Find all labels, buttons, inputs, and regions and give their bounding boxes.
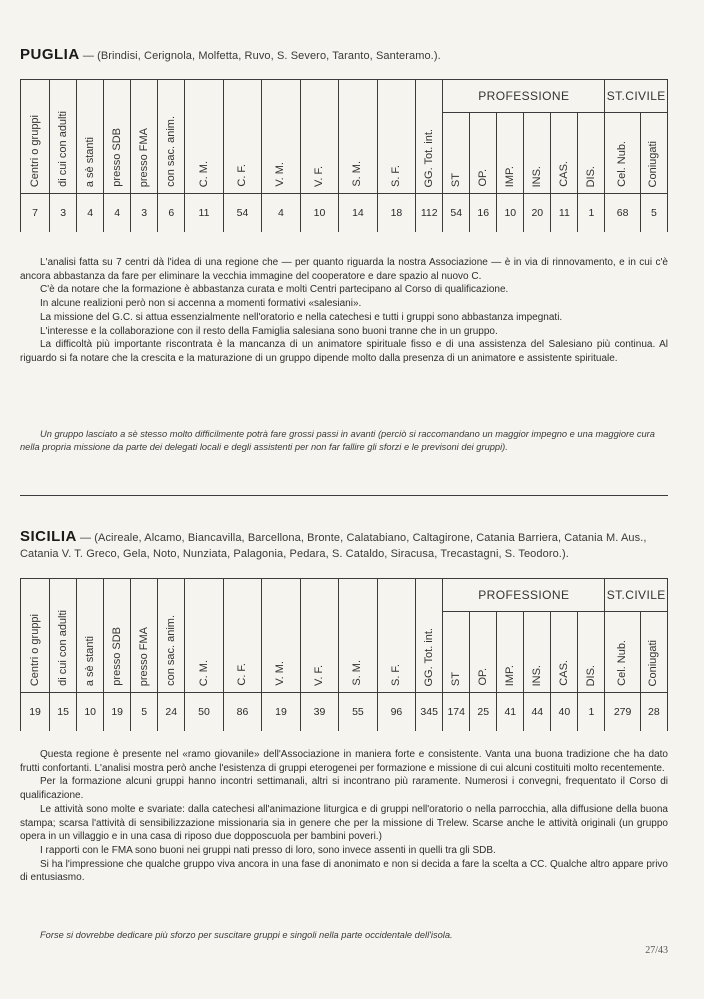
section-divider bbox=[20, 495, 668, 496]
values-row bbox=[21, 693, 668, 732]
header-cell bbox=[77, 579, 104, 693]
value-cell: 279 bbox=[605, 693, 640, 732]
subheader-label: Coniugati bbox=[647, 140, 660, 187]
value-cell: 50 bbox=[185, 693, 223, 732]
group-header-stato-civile: ST.CIVILE bbox=[605, 579, 668, 612]
header-label: S. M. bbox=[351, 660, 364, 686]
subheader-label: OP. bbox=[476, 668, 489, 686]
value-cell: 14 bbox=[339, 194, 377, 233]
value-cell: 5 bbox=[131, 693, 158, 732]
header-row bbox=[21, 80, 668, 113]
value-cell: 11 bbox=[551, 194, 578, 233]
subheader-label: DIS. bbox=[584, 664, 597, 686]
header-label: a sè stanti bbox=[83, 635, 96, 686]
value-cell: 20 bbox=[524, 194, 551, 233]
sicilia-stats-table bbox=[20, 578, 668, 731]
header-label: V. F. bbox=[312, 665, 325, 686]
value-cell: 40 bbox=[551, 693, 578, 732]
subheader-label: CAS. bbox=[557, 660, 570, 686]
header-label: di cui con adulti bbox=[56, 111, 69, 187]
header-label: GG. Tot. int. bbox=[422, 128, 435, 187]
value-cell: 1 bbox=[578, 194, 605, 233]
value-cell: 1 bbox=[578, 693, 605, 732]
paragraph: L'interesse e la collaborazione con il resto della Famiglia salesiana sono buoni tranne che in un gruppo. bbox=[40, 325, 498, 337]
subheader-label: ST bbox=[449, 671, 462, 686]
value-cell: 96 bbox=[377, 693, 415, 732]
header-label: presso SDB bbox=[110, 627, 123, 686]
puglia-stats-table bbox=[20, 79, 668, 232]
paragraph: C'è da notare che la formazione è abbastanza curata e molti Centri partecipano al Corso di qualificazione. bbox=[40, 284, 509, 296]
header-cell bbox=[131, 80, 158, 194]
header-label: di cui con adulti bbox=[56, 610, 69, 686]
value-cell: 3 bbox=[131, 194, 158, 233]
header-cell bbox=[21, 80, 50, 194]
value-cell: 25 bbox=[470, 693, 497, 732]
header-cell bbox=[104, 80, 131, 194]
subheader-label: Cel. Nub. bbox=[616, 141, 629, 187]
header-cell bbox=[377, 579, 415, 693]
region-name: SICILIA bbox=[20, 528, 77, 545]
region-cities: — (Acireale, Alcamo, Biancavilla, Barcellona, Bronte, Calatabiano, Caltagirone, Catania Barriera, Catania M. Aus., Catania V. T. Greco, Gela, Noto, Nunziata, Palagonia, Pedara, S. Cataldo, Siracusa, Trecastagni, S. Teodoro.). bbox=[20, 532, 647, 560]
value-cell: 18 bbox=[377, 194, 415, 233]
header-cell bbox=[158, 579, 185, 693]
header-label: Centri o gruppi bbox=[28, 613, 41, 686]
value-cell: 86 bbox=[223, 693, 261, 732]
paragraph: I rapporti con le FMA sono buoni nei gruppi nati presso di loro, sono invece assenti in quelli tra gli SDB. bbox=[40, 844, 496, 856]
header-label: C. M. bbox=[197, 160, 210, 187]
paragraph: In alcune realizioni però non si accenna a momenti formativi «salesiani». bbox=[40, 298, 362, 310]
value-cell: 19 bbox=[21, 693, 50, 732]
region-title-puglia bbox=[20, 46, 441, 63]
subheader-cell bbox=[497, 612, 524, 693]
subheader-label: INS. bbox=[530, 165, 543, 187]
value-cell: 55 bbox=[339, 693, 377, 732]
header-cell bbox=[339, 80, 377, 194]
paragraph: Si ha l'impressione che qualche gruppo viva ancora in una fase di anonimato e non si decida a fare la scelta a CC. Qualche altro appare privo di entusiasmo. bbox=[20, 858, 668, 884]
paragraph: Questa regione è presente nel «ramo giovanile» dell'Associazione in maniera forte e consistente. Vanta una buona tradizione che ha dato frutti confortanti. L'analisi mostra però anche l'esistenza di gruppi eterogenei per formazione e missione di cui alcuni costituiti molto recentemente. bbox=[20, 749, 668, 774]
header-cell bbox=[262, 80, 300, 194]
value-cell: 39 bbox=[300, 693, 338, 732]
header-label: C. F. bbox=[235, 663, 248, 686]
header-label: GG. Tot. int. bbox=[422, 627, 435, 686]
value-cell: 11 bbox=[185, 194, 223, 233]
header-cell bbox=[377, 80, 415, 194]
group-header-professione: PROFESSIONE bbox=[443, 80, 605, 113]
header-label: con sac. anim. bbox=[164, 615, 177, 686]
header-cell bbox=[223, 579, 261, 693]
subheader-cell bbox=[524, 612, 551, 693]
header-cell bbox=[50, 579, 77, 693]
value-cell: 4 bbox=[262, 194, 300, 233]
paragraph: Le attività sono molte e svariate: dalla catechesi all'animazione liturgica e di gruppi nell'oratorio o nella parrocchia, alla diffusione della buona stampa; scarsa l'attività di sensibilizzazione missionaria sia in genere che per la missione di Trelew. Scarse anche le attività originali (un gruppo opera in un villaggio e in una casa di riposo due dopposcuola per bambini poveri.) bbox=[20, 803, 668, 843]
puglia-analysis-text bbox=[20, 256, 668, 366]
value-cell: 6 bbox=[158, 194, 185, 233]
region-title-sicilia bbox=[20, 529, 668, 562]
value-cell: 41 bbox=[497, 693, 524, 732]
subheader-label: OP. bbox=[476, 169, 489, 187]
group-header-professione: PROFESSIONE bbox=[443, 579, 605, 612]
value-cell: 345 bbox=[416, 693, 443, 732]
paragraph: La missione del G.C. si attua essenzialmente nell'oratorio e nella catechesi e tutti i gruppi sono abbastanza impegnati. bbox=[40, 311, 563, 323]
subheader-cell bbox=[443, 113, 470, 194]
value-cell: 54 bbox=[223, 194, 261, 233]
header-cell bbox=[185, 80, 223, 194]
subheader-cell bbox=[551, 113, 578, 194]
header-label: presso SDB bbox=[110, 128, 123, 187]
value-cell: 19 bbox=[104, 693, 131, 732]
values-row bbox=[21, 194, 668, 233]
value-cell: 112 bbox=[416, 194, 443, 233]
header-label: a sè stanti bbox=[83, 136, 96, 187]
subheader-cell bbox=[578, 113, 605, 194]
region-cities: — (Brindisi, Cerignola, Molfetta, Ruvo, S. Severo, Taranto, Santeramo.). bbox=[82, 50, 441, 62]
header-label: V. M. bbox=[274, 661, 287, 686]
header-cell bbox=[416, 579, 443, 693]
header-label: Centri o gruppi bbox=[28, 114, 41, 187]
subheader-cell bbox=[578, 612, 605, 693]
subheader-label: DIS. bbox=[584, 165, 597, 187]
header-label: C. M. bbox=[197, 659, 210, 686]
paragraph: La difficoltà più importante riscontrata è la mancanza di un animatore spirituale fisso e di una assistenza del Salesiano più continua. Al riguardo si fa notare che la crescita e la maturazione di un gruppo dipende molto dalla presenza di un animatore e assistente spirituale. bbox=[20, 339, 668, 364]
header-cell bbox=[262, 579, 300, 693]
header-cell bbox=[300, 80, 338, 194]
header-label: S. M. bbox=[351, 161, 364, 187]
paragraph: L'analisi fatta su 7 centri dà l'idea di una regione che — per quanto riguarda la nostra Associazione — è in via di rinnovamento, e in cui c'è ancora abbastanza da fare per eliminare la vecchia immagine del cooperatore e dare spazio al nuovo C. bbox=[20, 257, 668, 282]
header-cell bbox=[416, 80, 443, 194]
sicilia-note: Forse si dovrebbe dedicare più sforzo per suscitare gruppi e singoli nella parte occidentale dell'isola. bbox=[40, 930, 453, 940]
header-label: S. F. bbox=[389, 164, 402, 187]
subheader-label: ST bbox=[449, 172, 462, 187]
subheader-cell bbox=[551, 612, 578, 693]
header-cell bbox=[300, 579, 338, 693]
paragraph: Per la formazione alcuni gruppi hanno incontri settimanali, altri si incontrano più raramente. Numerosi i convegni, frequentato il Corso di qualificazione. bbox=[20, 776, 668, 802]
header-label: S. F. bbox=[389, 663, 402, 686]
header-row bbox=[21, 579, 668, 612]
header-label: V. M. bbox=[274, 162, 287, 187]
header-cell bbox=[339, 579, 377, 693]
page-number: 27/43 bbox=[645, 945, 668, 956]
group-header-stato-civile: ST.CIVILE bbox=[605, 80, 668, 113]
header-cell bbox=[21, 579, 50, 693]
value-cell: 24 bbox=[158, 693, 185, 732]
subheader-cell bbox=[470, 113, 497, 194]
subheader-label: IMP. bbox=[503, 664, 516, 686]
header-cell bbox=[158, 80, 185, 194]
subheader-cell bbox=[470, 612, 497, 693]
value-cell: 4 bbox=[104, 194, 131, 233]
subheader-cell bbox=[640, 612, 667, 693]
subheader-label: Cel. Nub. bbox=[616, 640, 629, 686]
header-cell bbox=[185, 579, 223, 693]
value-cell: 28 bbox=[640, 693, 667, 732]
header-label: con sac. anim. bbox=[164, 116, 177, 187]
subheader-label: INS. bbox=[530, 664, 543, 686]
value-cell: 10 bbox=[497, 194, 524, 233]
value-cell: 44 bbox=[524, 693, 551, 732]
sicilia-analysis-text bbox=[20, 748, 668, 885]
subheader-cell bbox=[524, 113, 551, 194]
value-cell: 10 bbox=[77, 693, 104, 732]
subheader-cell bbox=[605, 612, 640, 693]
subheader-cell bbox=[497, 113, 524, 194]
subheader-cell bbox=[443, 612, 470, 693]
header-cell bbox=[223, 80, 261, 194]
value-cell: 5 bbox=[640, 194, 667, 233]
header-label: presso FMA bbox=[137, 127, 150, 187]
header-label: presso FMA bbox=[137, 626, 150, 686]
value-cell: 19 bbox=[262, 693, 300, 732]
value-cell: 68 bbox=[605, 194, 640, 233]
subheader-label: IMP. bbox=[503, 165, 516, 187]
value-cell: 7 bbox=[21, 194, 50, 233]
value-cell: 15 bbox=[50, 693, 77, 732]
value-cell: 4 bbox=[77, 194, 104, 233]
region-name: PUGLIA bbox=[20, 46, 80, 63]
puglia-note: Un gruppo lasciato a sè stesso molto difficilmente potrà fare grossi passi in avanti (perciò si raccomandano un maggior impegno e una maggiore cura nella propria missione da parte dei delegati locali e degli assistenti per non far fallire gli sforzi e le previsoni dei gruppi). bbox=[20, 429, 655, 452]
subheader-cell bbox=[605, 113, 640, 194]
value-cell: 16 bbox=[470, 194, 497, 233]
subheader-label: Coniugati bbox=[647, 639, 660, 686]
header-label: V. F. bbox=[312, 166, 325, 187]
header-cell bbox=[77, 80, 104, 194]
header-cell bbox=[50, 80, 77, 194]
header-label: C. F. bbox=[235, 164, 248, 187]
subheader-label: CAS. bbox=[557, 161, 570, 187]
value-cell: 54 bbox=[443, 194, 470, 233]
header-cell bbox=[104, 579, 131, 693]
value-cell: 10 bbox=[300, 194, 338, 233]
value-cell: 174 bbox=[443, 693, 470, 732]
value-cell: 3 bbox=[50, 194, 77, 233]
header-cell bbox=[131, 579, 158, 693]
subheader-cell bbox=[640, 113, 667, 194]
